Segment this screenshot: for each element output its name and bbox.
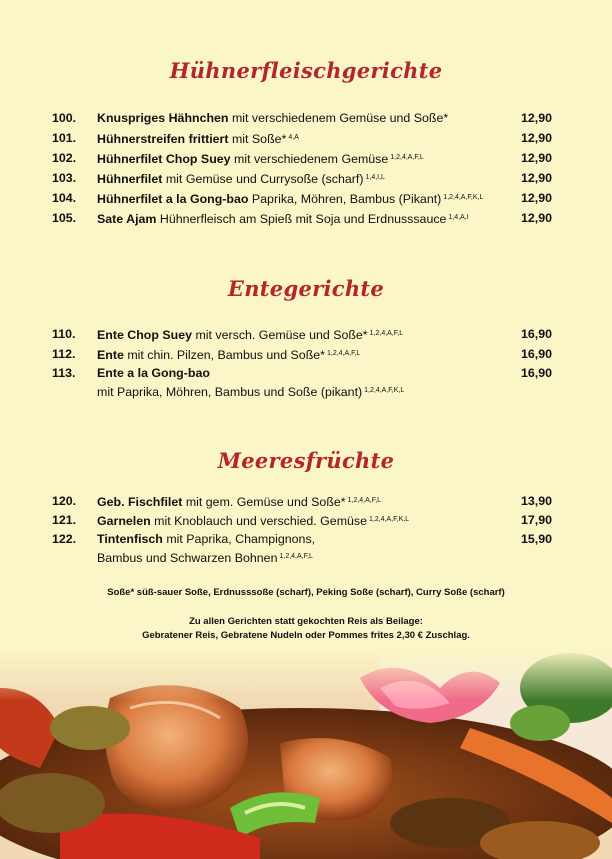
item-price: 16,90 [520,327,552,341]
item-price: 17,90 [520,513,552,527]
item-allergens: 1,2,4,A,F,K,L [443,194,484,201]
item-allergens: 4,A [288,134,299,141]
item-number: 103. [52,171,77,185]
item-description: mit Gemüse und Currysoße (scharf) [165,172,364,186]
item-allergens: 1,4,I,L [365,174,385,181]
item-number: 104. [52,191,77,205]
item-allergens: 1,2,4,A,F,L [369,330,404,337]
item-price: 12,90 [520,151,552,165]
item-price: 12,90 [520,111,552,125]
item-number: 122. [52,532,77,546]
item-description: mit verschiedenem Gemüse und Soße* [231,111,449,125]
item-description: mit chin. Pilzen, Bambus und Soße* [127,348,325,362]
item-description: Paprika, Möhren, Bambus (Pikant) [251,192,442,206]
item-name: Sate Ajam [97,212,157,226]
item-allergens: 1,2,4,A,F,L [326,350,361,357]
item-allergens: 1,2,4,A,F,L [279,553,313,560]
item-number: 121. [52,513,77,527]
item-name: Knuspriges Hähnchen [97,111,229,125]
item-description: mit Paprika, Möhren, Bambus und Soße (pikant) [97,385,363,399]
item-number: 100. [52,111,77,125]
item-price: 12,90 [520,211,552,225]
item-name: Geb. Fischfilet [97,495,183,509]
menu-item-102 [52,148,552,168]
side-dish-note-line1: Zu allen Gerichten statt gekochten Reis als Beilage: [189,616,423,627]
item-price: 16,90 [520,366,552,380]
item-price: 16,90 [520,347,552,361]
item-name: Ente Chop Suey [97,328,193,342]
item-description: mit Knoblauch und verschied. Gemüse [154,514,367,528]
menu-item-113-continuation [52,381,552,401]
item-name: Garnelen [97,514,151,528]
item-name: Hühnerfilet [97,172,163,186]
item-allergens: 1,4,A,I [448,214,469,221]
menu-item-122 [52,529,552,549]
menu-item-104 [52,188,552,208]
item-number: 110. [52,327,76,341]
item-allergens: 1,2,4,A,F,L [390,154,424,161]
item-name: Tintenfisch [97,532,163,546]
item-description: mit gem. Gemüse und Soße* [185,495,346,509]
item-description: mit verschiedenem Gemüse [234,152,389,166]
item-description: Hühnerfleisch am Spieß mit Soja und Erdnusssauce [159,212,447,226]
item-number: 101. [52,131,77,145]
sauce-footnote: Soße* süß-sauer Soße, Erdnusssoße (scharf), Peking Soße (scharf), Curry Soße (scharf) [107,587,505,598]
item-description: mit Paprika, Champignons, [166,532,316,546]
menu-item-110 [52,324,552,344]
item-price: 12,90 [520,191,552,205]
item-number: 120. [52,494,77,508]
menu-item-103 [52,168,552,188]
food-photo [0,648,612,859]
section-title-duck: Entegerichte [227,276,385,301]
item-description: mit Soße* [231,132,287,146]
item-price: 12,90 [520,171,552,185]
item-description: Bambus und Schwarzen Bohnen [97,551,278,565]
item-name: Ente a la Gong-bao [97,366,210,380]
menu-item-113 [52,363,552,383]
menu-item-100 [52,108,552,128]
item-price: 13,90 [520,494,552,508]
menu-item-112 [52,344,552,364]
item-number: 113. [52,366,76,380]
item-name: Hühnerfilet Chop Suey [97,152,231,166]
item-name: Hühnerfilet a la Gong-bao [97,192,249,206]
menu-item-121 [52,510,552,530]
item-price: 15,90 [520,532,552,546]
side-dish-note-line2: Gebratener Reis, Gebratene Nudeln oder Pommes frites 2,30 € Zuschlag. [142,630,470,641]
item-name: Ente [97,348,124,362]
item-number: 102. [52,151,77,165]
item-name: Hühnerstreifen frittiert [97,132,229,146]
item-allergens: 1,2,4,A,F,K,L [364,387,405,394]
menu-item-105 [52,208,552,228]
item-allergens: 1,2,4,A,F,L [347,497,382,504]
item-description: mit versch. Gemüse und Soße* [195,328,368,342]
menu-item-101 [52,128,552,148]
section-title-seafood: Meeresfrüchte [217,448,395,473]
item-number: 112. [52,347,76,361]
item-number: 105. [52,211,77,225]
section-title-chicken: Hühnerfleischgerichte [169,58,443,83]
menu-item-120 [52,491,552,511]
item-allergens: 1,2,4,A,F,K,L [369,516,410,523]
item-price: 12,90 [520,131,552,145]
menu-item-122-continuation [52,547,552,567]
